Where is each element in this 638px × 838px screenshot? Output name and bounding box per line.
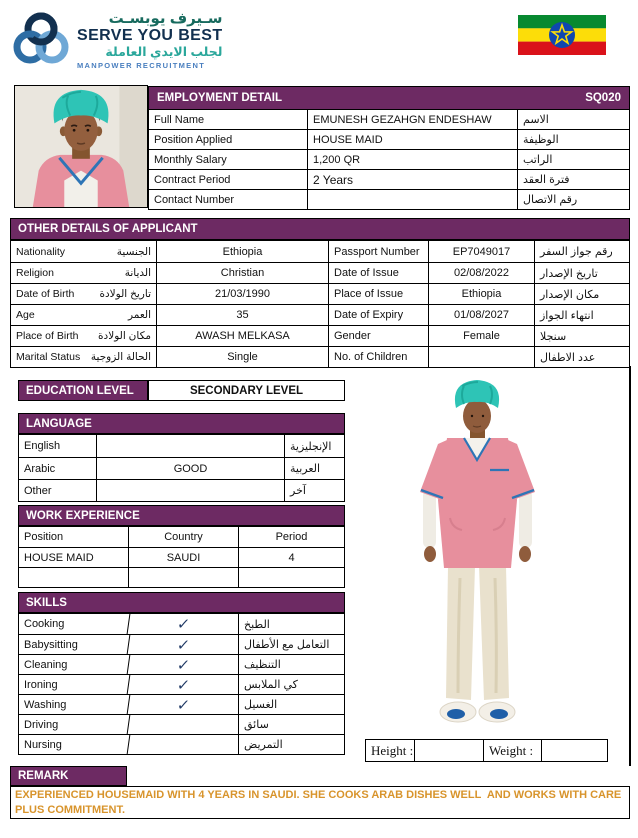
field-value — [307, 190, 517, 209]
field-label: Full Name — [154, 113, 205, 126]
section-title: EDUCATION LEVEL — [26, 384, 134, 397]
table-row — [19, 654, 344, 674]
skill-checkmark: ✓ — [127, 614, 240, 634]
field-label-arabic: فترة العقد — [517, 170, 629, 189]
field-label: Date of Issue — [328, 263, 428, 283]
skill-label: Babysitting — [24, 638, 78, 651]
field-label: Place of Issue — [328, 284, 428, 304]
field-label: Marital Status الحالة الزوجية — [16, 351, 151, 363]
field-label: Contract Period — [154, 173, 231, 186]
logo-knot-icon — [10, 9, 72, 71]
measurements-table — [365, 739, 608, 762]
field-label-arabic: الوظيفة — [517, 130, 629, 149]
weight-label: Weight : — [483, 740, 541, 761]
field-value: Ethiopia — [156, 241, 328, 262]
employment-detail-header — [149, 87, 629, 109]
field-label-arabic: رقم الاتصال — [517, 190, 629, 209]
reference-code: SQ020 — [585, 92, 621, 104]
table-row — [19, 479, 344, 501]
skill-checkmark: ✓ — [127, 655, 240, 674]
field-label: Date of Expiry — [328, 305, 428, 325]
field-label: Position Applied — [154, 133, 233, 146]
table-row — [19, 634, 344, 654]
table-row — [149, 149, 629, 169]
field-label: Passport Number — [328, 241, 428, 262]
table-row — [19, 694, 344, 714]
field-label: Gender — [328, 326, 428, 346]
company-logo — [10, 9, 223, 71]
field-value: EMUNESH GEZAHGN ENDESHAW — [307, 110, 517, 129]
other-details-table — [10, 240, 630, 368]
section-title: OTHER DETAILS OF APPLICANT — [18, 223, 198, 235]
table-row — [19, 674, 344, 694]
field-value: 35 — [156, 305, 328, 325]
other-details-header — [10, 218, 630, 240]
education-level-header — [18, 380, 148, 401]
remark-header — [10, 766, 127, 786]
logo-tagline: MANPOWER RECRUITMENT — [77, 60, 206, 70]
field-label-arabic: رقم جواز السفر — [534, 241, 629, 262]
table-row — [19, 435, 344, 457]
table-row — [19, 457, 344, 479]
height-value — [414, 740, 483, 761]
section-title: LANGUAGE — [26, 417, 92, 430]
table-header-row — [19, 527, 344, 547]
weight-value — [541, 740, 607, 761]
field-value: 21/03/1990 — [156, 284, 328, 304]
field-label: Contact Number — [154, 193, 235, 206]
logo-company-name: SERVE YOU BEST — [77, 27, 223, 44]
field-label: Date of Birth تاريخ الولادة — [16, 288, 151, 300]
field-label-arabic: الجنسية — [116, 245, 151, 258]
field-value — [96, 480, 284, 501]
skill-label-arabic: الطبخ — [238, 614, 344, 634]
cell-position: HOUSE MAID — [24, 551, 94, 564]
skill-label: Nursing — [24, 738, 62, 751]
height-label: Height : — [371, 742, 414, 758]
table-row — [19, 567, 344, 587]
table-border-line — [629, 366, 631, 766]
field-value: 2 Years — [307, 170, 517, 189]
field-value: EP7049017 — [428, 241, 534, 262]
field-label-arabic: تاريخ الولادة — [99, 288, 151, 300]
field-label-arabic: عدد الاطفال — [534, 347, 629, 367]
skills-header — [18, 592, 345, 613]
table-row — [11, 304, 629, 325]
education-level-value: SECONDARY LEVEL — [148, 380, 345, 401]
field-label-arabic: الراتب — [517, 150, 629, 169]
field-label: No. of Children — [328, 347, 428, 367]
skill-label: Ironing — [24, 678, 58, 691]
field-value: 01/08/2027 — [428, 305, 534, 325]
section-title: WORK EXPERIENCE — [26, 509, 140, 522]
table-row — [19, 547, 344, 567]
field-value: GOOD — [96, 458, 284, 479]
table-row — [366, 740, 607, 761]
field-label: Monthly Salary — [154, 153, 227, 166]
field-label-arabic: آخر — [284, 480, 344, 501]
language-header — [18, 413, 345, 434]
table-row — [11, 283, 629, 304]
field-value: Female — [428, 326, 534, 346]
field-label: Other — [24, 484, 52, 497]
employment-detail-table — [148, 86, 630, 210]
section-title: EMPLOYMENT DETAIL — [157, 92, 283, 104]
cell-period — [238, 568, 344, 587]
field-label-arabic: الاسم — [517, 110, 629, 129]
logo-arabic-slogan: لجلب الايدي العاملة — [105, 45, 223, 59]
field-value — [428, 347, 534, 367]
cell-country — [128, 568, 238, 587]
section-title: SKILLS — [26, 596, 67, 609]
column-header: Position — [24, 531, 64, 543]
field-label-arabic: العربية — [284, 458, 344, 479]
skill-label-arabic: التنظيف — [238, 655, 344, 674]
section-title: REMARK — [18, 770, 69, 782]
skill-label: Cooking — [24, 618, 65, 630]
table-row — [149, 129, 629, 149]
remark-text: EXPERIENCED HOUSEMAID WITH 4 YEARS IN SAUDI. SHE COOKS ARAB DISHES WELL AND WORKS WITH CARE PLUS COMMITMENT. — [10, 786, 630, 819]
field-label-arabic: العمر — [127, 309, 151, 321]
table-row — [11, 346, 629, 367]
applicant-fullbody-photo — [390, 378, 565, 736]
skill-checkmark: ✓ — [127, 675, 240, 694]
field-label: Nationality الجنسية — [16, 245, 151, 258]
field-value — [96, 435, 284, 457]
skill-label-arabic: التمريض — [238, 735, 344, 754]
field-label-arabic: الإنجليزية — [284, 435, 344, 457]
field-value: AWASH MELKASA — [156, 326, 328, 346]
skill-label-arabic: التعامل مع الأطفال — [238, 635, 344, 654]
field-label: Age العمر — [16, 309, 151, 321]
logo-arabic-name: سـيرف يوبسـت — [108, 10, 223, 27]
table-row — [149, 189, 629, 209]
language-table — [18, 434, 345, 502]
ethiopia-flag-icon — [518, 15, 606, 55]
skill-checkmark — [127, 735, 240, 754]
field-value: 02/08/2022 — [428, 263, 534, 283]
skill-label-arabic: كي الملابس — [238, 675, 344, 694]
field-label: Religion الديانة — [16, 267, 151, 279]
table-row — [11, 241, 629, 262]
field-label-arabic: سنجلا — [534, 326, 629, 346]
cell-country: SAUDI — [128, 548, 238, 567]
field-value: Ethiopia — [428, 284, 534, 304]
field-label-arabic: الديانة — [124, 267, 151, 279]
skill-label: Cleaning — [24, 658, 68, 671]
field-value: Christian — [156, 263, 328, 283]
field-label-arabic: الحالة الزوجية — [90, 351, 151, 363]
logo-text — [77, 9, 223, 71]
column-header: Country — [128, 527, 238, 547]
field-value: HOUSE MAID — [307, 130, 517, 149]
skill-label-arabic: الغسيل — [238, 695, 344, 714]
skills-table — [18, 613, 345, 755]
skill-checkmark: ✓ — [127, 695, 240, 714]
table-row — [11, 325, 629, 346]
column-header: Period — [238, 527, 344, 547]
field-value: 1,200 QR — [307, 150, 517, 169]
skill-checkmark — [127, 715, 240, 734]
field-label: Place of Birth مكان الولادة — [16, 330, 151, 342]
table-row — [149, 109, 629, 129]
cell-position — [19, 568, 128, 587]
skill-label: Washing — [24, 698, 67, 711]
skill-checkmark: ✓ — [127, 635, 240, 654]
skill-label-arabic: سائق — [238, 715, 344, 734]
field-label-arabic: انتهاء الجواز — [534, 305, 629, 325]
cell-period: 4 — [238, 548, 344, 567]
field-label-arabic: تاريخ الإصدار — [534, 263, 629, 283]
field-label: English — [24, 440, 61, 452]
applicant-portrait-photo — [14, 85, 148, 208]
field-label-arabic: مكان الولادة — [98, 330, 151, 342]
field-label-arabic: مكان الإصدار — [534, 284, 629, 304]
table-row — [19, 614, 344, 634]
table-row — [11, 262, 629, 283]
table-row — [19, 714, 344, 734]
field-label: Arabic — [24, 462, 56, 475]
field-value: Single — [156, 347, 328, 367]
table-row — [19, 734, 344, 754]
table-row — [149, 169, 629, 189]
work-experience-table — [18, 526, 345, 588]
skill-label: Driving — [24, 718, 59, 731]
work-experience-header — [18, 505, 345, 526]
